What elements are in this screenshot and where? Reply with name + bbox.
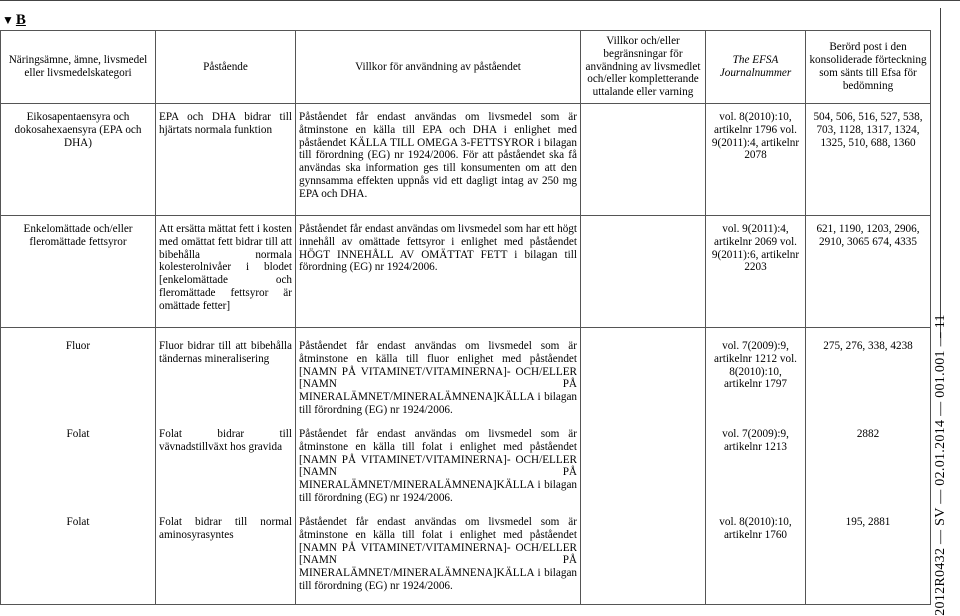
header-efsa: The EFSA Journalnummer: [706, 31, 806, 104]
cell-claim: Fluor bidrar till att bibehålla tändernas mineralisering: [159, 340, 292, 365]
header-refs: Berörd post i den konsoliderade förteckning som sänts till Efsa för bedömning: [806, 31, 931, 104]
cell-nutrient: Folat: [66, 516, 90, 528]
cell-claim: Att ersätta mättat fett i kosten med omättat fett bidrar till att bibehålla normala kolesterolnivåer i blodet [enkelomättade och fleromättade fettsyror är omättade fetter]: [156, 216, 296, 328]
header-claim: Påstående: [156, 31, 296, 104]
header-conditions: Villkor för användning av påståendet: [296, 31, 581, 104]
table-row-group: [1, 328, 931, 605]
cell-refs: 504, 506, 516, 527, 538, 703, 1128, 1317, 1324, 1325, 510, 688, 1360: [806, 104, 931, 216]
claims-table: [0, 30, 931, 605]
cell-conditions: Påståendet får endast användas om livsmedel som är åtminstone en källa till EPA och DHA i enlighet med påståendet KÄLLA TILL OMEGA 3-FETTSYROR i bilagan till förordning (EG) nr 1924/2006. För att påståendet ska få användas ska information ges till konsumenten om att den gynnsamma effekten uppnås vid ett dagligt intag av 250 mg EPA och DHA.: [296, 104, 581, 216]
cell-conditions: Påståendet får endast användas om livsmedel som är åtminstone en källa till folat i enlighet med påståendet [NAMN PÅ VITAMINET/VITAMINERNA]- OCH/ELLER [NAMN PÅ MINERALÄMNET/MINERALÄMNENA]KÄLLA i bilagan till förordning (EG) nr 1924/2006.: [299, 516, 577, 592]
cell-efsa: vol. 8(2010):10, artikelnr 1760: [719, 516, 792, 541]
cell-restrictions: [584, 516, 702, 604]
cell-efsa: vol. 7(2009):9, artikelnr 1212 vol. 8(2010):10, artikelnr 1797: [714, 340, 797, 391]
amendment-triangle-icon: ▼: [2, 13, 14, 27]
cell-efsa: vol. 9(2011):4, artikelnr 2069 vol. 9(2011):6, artikelnr 2203: [706, 216, 806, 328]
cell-restrictions: [581, 104, 706, 216]
header-nutrient: Näringsämne, ämne, livsmedel eller livsmedelskategori: [1, 31, 156, 104]
top-rule: [0, 0, 960, 1]
header-restrictions: Villkor och/eller begränsningar för användning av livsmedlet och/eller kompletterande uttalande eller varning: [581, 31, 706, 104]
cell-conditions: Påståendet får endast användas om livsmedel som är åtminstone en källa till fluor enlighet med påståendet [NAMN PÅ VITAMINET/VITAMINERNA]- OCH/ELLER [NAMN PÅ MINERALÄMNET/MINERALÄMNENA]KÄLLA i bilagan till förordning (EG) nr 1924/2006.: [299, 340, 577, 416]
margin-rule: [940, 8, 941, 338]
cell-refs: 621, 1190, 1203, 2906, 2910, 3065 674, 4335: [806, 216, 931, 328]
document-id-margin: [921, 314, 960, 616]
cell-restrictions-group: [581, 328, 706, 605]
cell-refs-group: [806, 328, 931, 605]
cell-conditions-group: [296, 328, 581, 605]
table-header-row: [1, 31, 931, 104]
cell-claim: Folat bidrar till normal aminosyrasyntes: [159, 516, 292, 541]
table-row: [1, 216, 931, 328]
cell-efsa-group: [706, 328, 806, 605]
amendment-letter: B: [15, 12, 26, 28]
cell-refs: 195, 2881: [845, 516, 891, 528]
cell-nutrient: Eikosapentaensyra och dokosahexaensyra (EPA och DHA): [1, 104, 156, 216]
cell-efsa: vol. 8(2010):10, artikelnr 1796 vol. 9(2011):4, artikelnr 2078: [706, 104, 806, 216]
cell-nutrient: Fluor: [65, 340, 91, 352]
cell-conditions: Påståendet får endast användas om livsmedel som är åtminstone en källa till folat i enlighet med påståendet [NAMN PÅ VITAMINET/VITAMINERNA]- OCH/ELLER [NAMN PÅ MINERALÄMNET/MINERALÄMNENA]KÄLLA i bilagan till förordning (EG) nr 1924/2006.: [299, 428, 577, 504]
cell-nutrient: Enkelomättade och/eller fleromättade fettsyror: [1, 216, 156, 328]
cell-refs: 2882: [856, 428, 880, 440]
amendment-marker: [2, 12, 26, 29]
cell-nutrient: Folat: [66, 428, 90, 440]
cell-restrictions: [584, 428, 702, 516]
cell-restrictions: [581, 216, 706, 328]
cell-conditions: Påståendet får endast användas om livsmedel som har ett högt innehåll av omättade fettsyror i enlighet med påståendet HÖGT INNEHÅLL AV OMÄTTAT FETT i bilagan till förordning (EG) nr 1924/2006.: [296, 216, 581, 328]
table-row: [1, 104, 931, 216]
document-id-label: 2012R0432 — SV — 02.01.2014 — 001.001 — 11: [933, 314, 948, 616]
cell-refs: 275, 276, 338, 4238: [823, 340, 913, 352]
cell-claim: EPA och DHA bidrar till hjärtats normala funktion: [156, 104, 296, 216]
cell-restrictions: [584, 340, 702, 428]
cell-claim-group: [156, 328, 296, 605]
cell-claim: Folat bidrar till vävnadstillväxt hos gravida: [159, 428, 292, 453]
cell-nutrient-group: [1, 328, 156, 605]
cell-efsa: vol. 7(2009):9, artikelnr 1213: [722, 428, 789, 453]
